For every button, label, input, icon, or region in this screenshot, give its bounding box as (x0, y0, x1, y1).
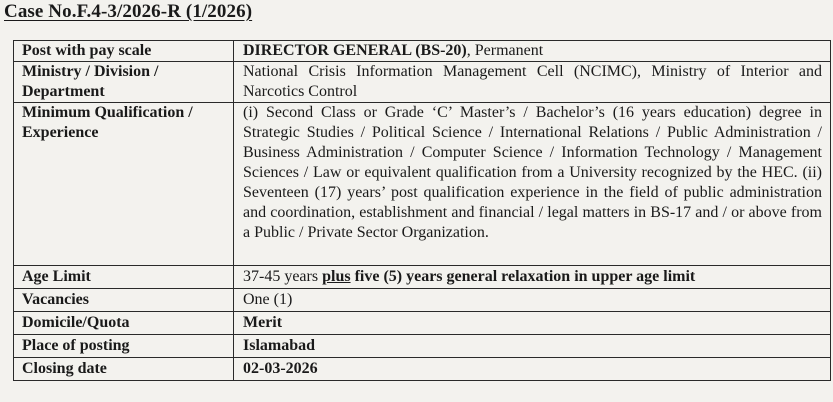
ministry-value: National Crisis Information Management Cell (NCIMC), Ministry of Interior and Narcotics Control (234, 62, 831, 103)
age-label: Age Limit (14, 266, 234, 289)
post-value (234, 41, 831, 62)
table-row-domicile (14, 312, 831, 335)
age-relaxation: five (5) years general relaxation in upper age limit (350, 268, 696, 285)
table-row-closing (14, 358, 831, 381)
place-value: Islamabad (234, 335, 831, 358)
age-range: 37-45 years (243, 268, 323, 285)
closing-value: 02-03-2026 (234, 358, 831, 381)
vacancies-value: One (1) (234, 289, 831, 312)
table-row-age (14, 266, 831, 289)
post-type: , Permanent (466, 42, 544, 59)
vacancies-label: Vacancies (14, 289, 234, 312)
post-title: DIRECTOR GENERAL (BS-20) (243, 42, 467, 59)
qualification-label: Minimum Qualification / Experience (14, 103, 234, 266)
post-label: Post with pay scale (14, 41, 234, 62)
age-value (234, 266, 831, 289)
table-row-post (14, 41, 831, 62)
domicile-value: Merit (234, 312, 831, 335)
age-plus: plus (322, 268, 351, 285)
table-row-place (14, 335, 831, 358)
table-row-vacancies (14, 289, 831, 312)
qualification-value: (i) Second Class or Grade ‘C’ Master’s / Bachelor’s (16 years education) degree in Strategic Studies / Political Science / International Relations / Public Administration / Business Administration / Computer Science / Information Technology / Management Sciences / Law or equivalent qualification from a University recognized by the HEC. (ii) Seventeen (17) years’ post qualification experience in the field of public administration and coordination, establishment and financial / legal matters in BS-17 and / or above from a Public / Private Sector Organization. (234, 103, 831, 266)
case-title: Case No.F.4-3/2026-R (1/2026) (4, 1, 253, 22)
job-details-table (13, 40, 831, 381)
domicile-label: Domicile/Quota (14, 312, 234, 335)
closing-label: Closing date (14, 358, 234, 381)
ministry-label: Ministry / Division / Department (14, 62, 234, 103)
table-row-qualification (14, 103, 831, 266)
table-row-ministry (14, 62, 831, 103)
place-label: Place of posting (14, 335, 234, 358)
